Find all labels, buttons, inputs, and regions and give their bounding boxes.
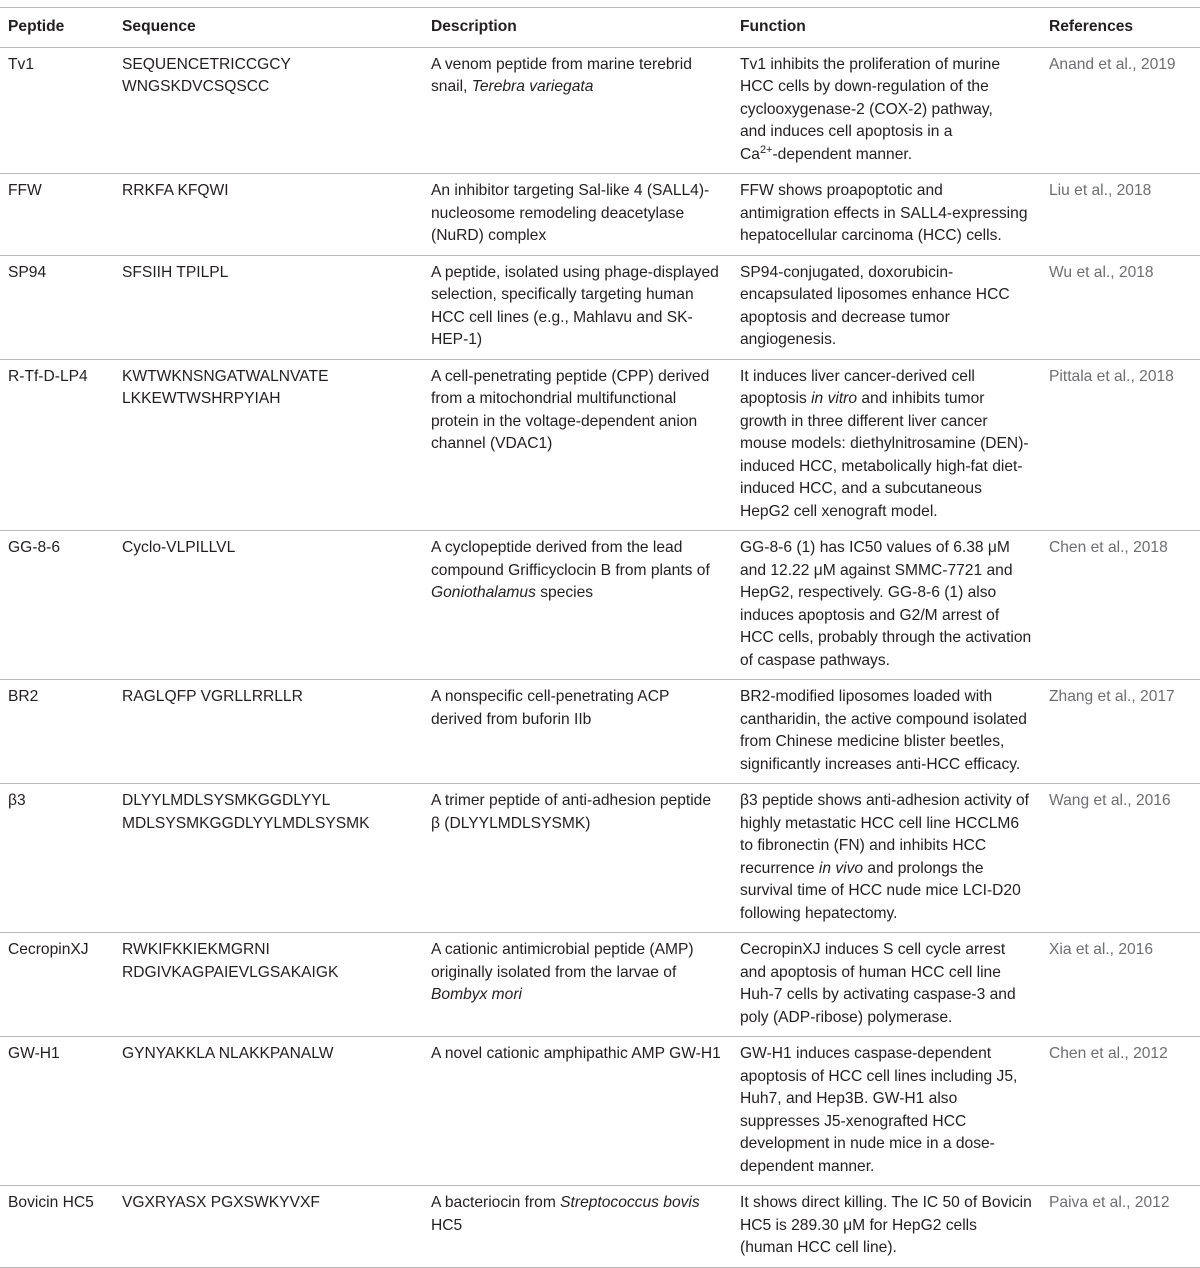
peptide-cell: Tv1 <box>8 55 34 73</box>
reference-cell: Chen et al., 2018 <box>1049 539 1168 556</box>
function-cell: FFW shows proapoptotic and antimigration effects in SALL4-expressing hepatocellular carcinoma (HCC) cells. <box>740 182 1028 244</box>
peptide-cell: CecropinXJ <box>8 941 89 958</box>
header-references: References <box>1049 18 1134 35</box>
header-function: Function <box>740 18 806 35</box>
peptide-cell: Bovicin HC5 <box>8 1194 94 1211</box>
function-cell: GW-H1 induces caspase-dependent apoptosis of HCC cell lines including J5, Huh7, and Hep3B. GW-H1 also suppresses J5-xenografted HCC development in nude mice in a dose-dependent manner. <box>740 1045 1018 1175</box>
header-row <box>0 8 1200 48</box>
peptide-cell: GG-8-6 <box>8 539 60 556</box>
peptide-cell: SP94 <box>8 263 47 281</box>
peptide-cell: FFW <box>8 182 42 199</box>
table-row <box>0 531 1200 680</box>
function-cell: It induces liver cancer-derived cell apoptosis in vitro and inhibits tumor growth in three different liver cancer mouse models: diethylnitrosamine (DEN)-induced HCC, metabolically high-fat diet-induced HCC, and a subcutaneous HepG2 cell xenograft model. <box>740 367 1029 520</box>
function-cell: It shows direct killing. The IC 50 of Bovicin HC5 is 289.30 μM for HepG2 cells (human HCC cell line). <box>740 1194 1032 1256</box>
table-row <box>0 784 1200 933</box>
sequence-cell: GYNYAKKLA NLAKKPANALW <box>122 1045 334 1062</box>
function-cell: GG-8-6 (1) has IC50 values of 6.38 μM and 12.22 μM against SMMC-7721 and HepG2, respectively. GG-8-6 (1) also induces apoptosis and G2/M arrest of HCC cells, probably through the activation of caspase pathways. <box>740 539 1032 669</box>
function-cell: BR2-modified liposomes loaded with cantharidin, the active compound isolated from Chinese medicine blister beetles, significantly increases anti-HCC efficacy. <box>740 688 1027 773</box>
description-cell: A nonspecific cell-penetrating ACP derived from buforin IIb <box>431 688 670 728</box>
description-cell: An inhibitor targeting Sal-like 4 (SALL4)-nucleosome remodeling deacetylase (NuRD) complex <box>431 182 710 244</box>
peptide-cell: BR2 <box>8 688 39 705</box>
table-row <box>0 47 1200 174</box>
header-peptide: Peptide <box>8 18 65 35</box>
sequence-cell: Cyclo-VLPILLVL <box>122 539 236 556</box>
table-row <box>0 255 1200 359</box>
description-cell: A trimer peptide of anti-adhesion peptide β (DLYYLMDLSYSMK) <box>431 792 712 832</box>
table-row <box>0 1037 1200 1186</box>
function-cell: β3 peptide shows anti-adhesion activity of highly metastatic HCC cell line HCCLM6 to fibronectin (FN) and inhibits HCC recurrence in vivo and prolongs the survival time of HCC nude mice LCI-D20 following hepatectomy. <box>740 792 1029 922</box>
reference-cell: Wang et al., 2016 <box>1049 792 1171 809</box>
description-cell: A venom peptide from marine terebrid snail, Terebra variegata <box>431 55 692 95</box>
table-row <box>0 933 1200 1037</box>
description-cell: A peptide, isolated using phage-displayed selection, specifically targeting human HCC cell lines (e.g., Mahlavu and SK-HEP-1) <box>431 263 719 348</box>
sequence-cell: RWKIFKKIEKMGRNI RDGIVKAGPAIEVLGSAKAIGK <box>122 941 339 981</box>
sequence-cell: DLYYLMDLSYSMKGGDLYYL MDLSYSMKGGDLYYLMDLSYSMK <box>122 792 370 832</box>
reference-cell: Wu et al., 2018 <box>1049 263 1154 281</box>
function-cell: CecropinXJ induces S cell cycle arrest and apoptosis of human HCC cell line Huh-7 cells by activating caspase-3 and poly (ADP-ribose) polymerase. <box>740 941 1016 1026</box>
reference-cell: Pittala et al., 2018 <box>1049 367 1174 385</box>
description-cell: A cationic antimicrobial peptide (AMP) originally isolated from the larvae of Bombyx mori <box>431 941 694 1003</box>
peptide-table <box>0 7 1200 1268</box>
sequence-cell: KWTWKNSNGATWALNVATE LKKEWTWSHRPYIAH <box>122 367 329 407</box>
table-row <box>0 1186 1200 1268</box>
sequence-cell: SEQUENCETRICCGCY WNGSKDVCSQSCC <box>122 55 291 95</box>
description-cell: A novel cationic amphipathic AMP GW-H1 <box>431 1045 721 1062</box>
reference-cell: Liu et al., 2018 <box>1049 182 1152 199</box>
description-cell: A cell-penetrating peptide (CPP) derived from a mitochondrial multifunctional protein in the voltage-dependent anion channel (VDAC1) <box>431 367 710 452</box>
peptide-cell: GW-H1 <box>8 1045 60 1062</box>
header-description: Description <box>431 18 517 35</box>
peptide-cell: R-Tf-D-LP4 <box>8 367 88 385</box>
function-cell: SP94-conjugated, doxorubicin-encapsulated liposomes enhance HCC apoptosis and decrease tumor angiogenesis. <box>740 263 1010 348</box>
table-row <box>0 680 1200 784</box>
description-cell: A bacteriocin from Streptococcus bovis HC5 <box>431 1194 700 1234</box>
function-cell: Tv1 inhibits the proliferation of murine HCC cells by down-regulation of the cyclooxygenase-2 (COX-2) pathway, and induces cell apoptosis in a $Ca^{2+}$-dependent manner. <box>740 55 1001 163</box>
reference-cell: Xia et al., 2016 <box>1049 941 1154 958</box>
description-cell: A cyclopeptide derived from the lead compound Grifficyclocin B from plants of Goniothalamus species <box>431 539 710 601</box>
reference-cell: Chen et al., 2012 <box>1049 1045 1168 1062</box>
sequence-cell: SFSIIH TPILPL <box>122 263 229 281</box>
sequence-cell: RRKFA KFQWI <box>122 182 229 199</box>
header-sequence: Sequence <box>122 18 196 35</box>
sequence-cell: RAGLQFP VGRLLRRLLR <box>122 688 303 705</box>
table-row <box>0 174 1200 256</box>
table-row <box>0 359 1200 531</box>
sequence-cell: VGXRYASX PGXSWKYVXF <box>122 1194 320 1211</box>
reference-cell: Zhang et al., 2017 <box>1049 688 1175 705</box>
reference-cell: Paiva et al., 2012 <box>1049 1194 1170 1211</box>
reference-cell: Anand et al., 2019 <box>1049 55 1176 73</box>
peptide-cell: β3 <box>8 792 26 809</box>
